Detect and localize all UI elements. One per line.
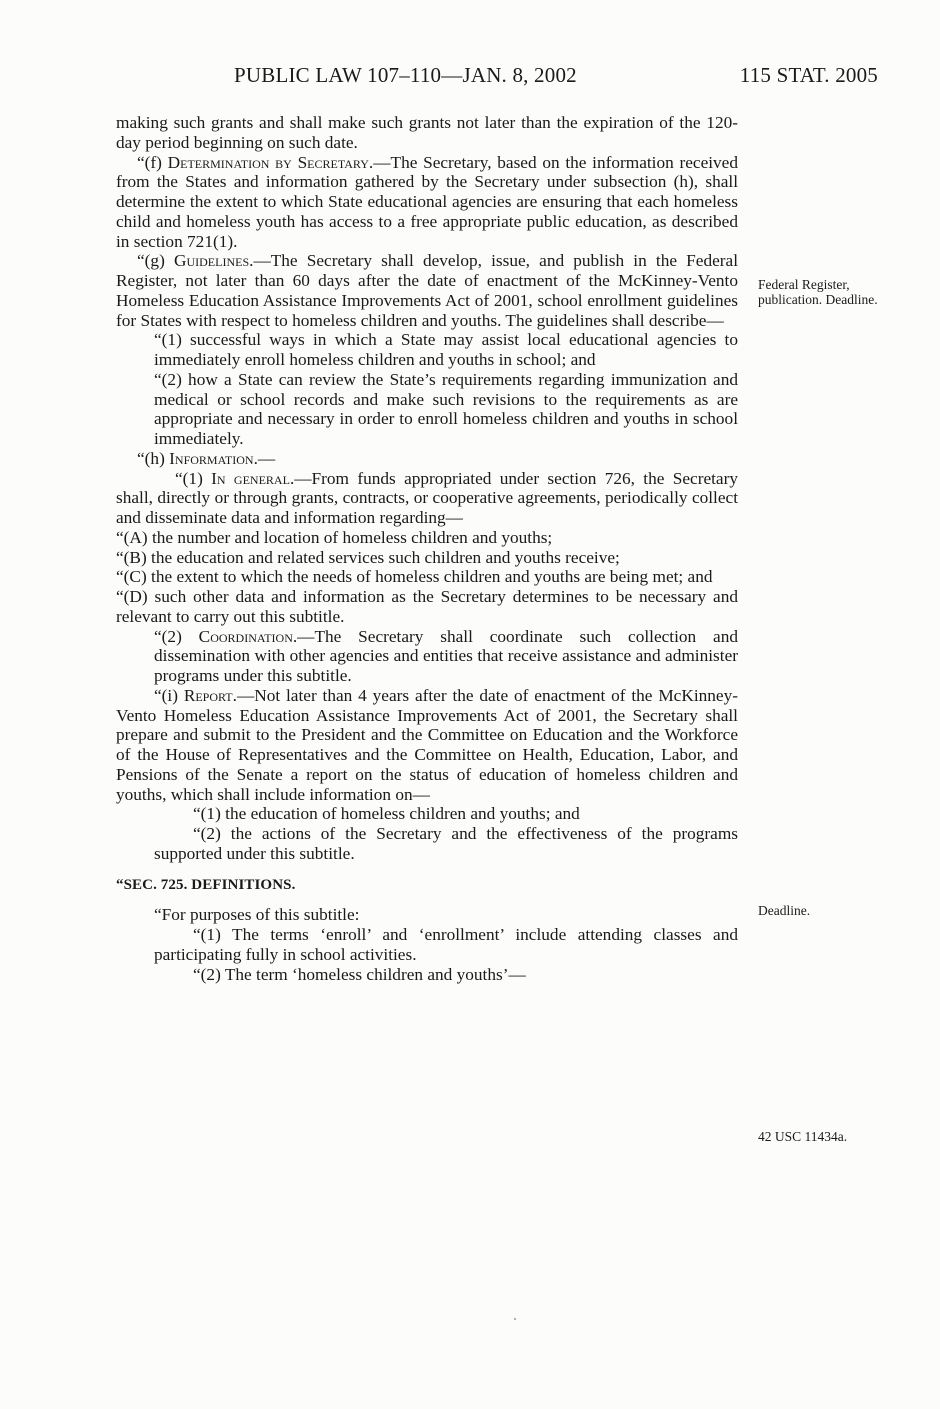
main-text [116, 113, 738, 984]
paragraph-h1: “(1) In general.—From funds appropriated under section 726, the Secretary shall, directly or through grants, contracts, or cooperative agreements, periodically collect and disseminate data and information regarding— [116, 468, 738, 527]
subsection-h: “(h) Information.— [137, 448, 276, 468]
subsection-f-heading: Determination by Secretary [167, 152, 369, 172]
header-title: PUBLIC LAW 107–110—JAN. 8, 2002 [234, 63, 577, 87]
subsection-g: “(g) Guidelines.—The Secretary shall develop, issue, and publish in the Federal Register, not later than 60 days after the date of enactment of the McKinney-Vento Homeless Education Assistance Improvements Act of 2001, school enrollment guidelines for States with respect to homeless children and youths. The guidelines shall describe— [116, 251, 738, 330]
paragraph-g2: “(2) how a State can review the State’s requirements regarding immunization and medical or school records and make such revisions to the requirements as are appropriate and necessary in order to enroll homeless children and youths in school immediately. [154, 369, 738, 448]
margin-note-usc-citation: 42 USC 11434a. [758, 1129, 848, 1144]
margin-note-deadline: Deadline. [758, 903, 811, 918]
subsection-g-heading: Guidelines [173, 251, 250, 271]
paragraph-h1-heading: In general [211, 468, 290, 488]
definition-2: “(2) The term ‘homeless children and youths’— [193, 964, 526, 984]
paragraph-continuation: making such grants and shall make such grants not later than the expiration of the 120-day period beginning on such date. [116, 113, 738, 152]
subparagraph-hA: “(A) the number and location of homeless children and youths; [116, 527, 553, 547]
paragraph-h2: “(2) Coordination.—The Secretary shall coordinate such collection and dissemination with other agencies and entities that receive assistance and administer programs under this subtitle. [154, 626, 738, 685]
paragraph-i1: “(1) the education of homeless children and youths; and [193, 804, 580, 824]
paragraph-i2: “(2) the actions of the Secretary and the effectiveness of the programs supported under this subtitle. [154, 824, 738, 863]
definitions-intro: “For purposes of this subtitle: [154, 905, 360, 925]
section-725-heading: “SEC. 725. DEFINITIONS. [116, 876, 296, 893]
paragraph-h2-heading: Coordination [198, 626, 293, 646]
subparagraph-hC: “(C) the extent to which the needs of homeless children and youths are being met; and [116, 567, 713, 587]
paragraph-g1: “(1) successful ways in which a State may assist local educational agencies to immediately enroll homeless children and youths in school; and [154, 330, 738, 369]
scan-speck [514, 1318, 516, 1320]
subparagraph-hB: “(B) the education and related services such children and youths receive; [116, 547, 620, 567]
subsection-i-heading: Report [183, 685, 233, 705]
subsection-f: “(f) Determination by Secretary.—The Secretary, based on the information received from the States and information gathered by the Secretary under subsection (h), shall determine the extent to which State educational agencies are ensuring that each homeless child and homeless youth has access to a free appropriate public education, as described in section 721(1). [116, 152, 738, 251]
subsection-i: “(i) Report.—Not later than 4 years after the date of enactment of the McKinney-Vento Homeless Education Assistance Improvements Act of 2001, the Secretary shall prepare and submit to the President and the Committee on Education and the Workforce of the House of Representatives and the Committee on Health, Education, Labor, and Pensions of the Senate a report on the status of education of homeless children and youths, which shall include information on— [116, 685, 738, 804]
definition-1: “(1) The terms ‘enroll’ and ‘enrollment’ include attending classes and participating fully in school activities. [154, 925, 738, 964]
margin-note-federal-register: Federal Register, publication. Deadline. [758, 277, 878, 307]
running-header [0, 63, 940, 93]
header-stat-page: 115 STAT. 2005 [739, 63, 878, 87]
subsection-h-heading: Information [169, 448, 254, 468]
subparagraph-hD: “(D) such other data and information as the Secretary determines to be necessary and relevant to carry out this subtitle. [116, 587, 738, 626]
